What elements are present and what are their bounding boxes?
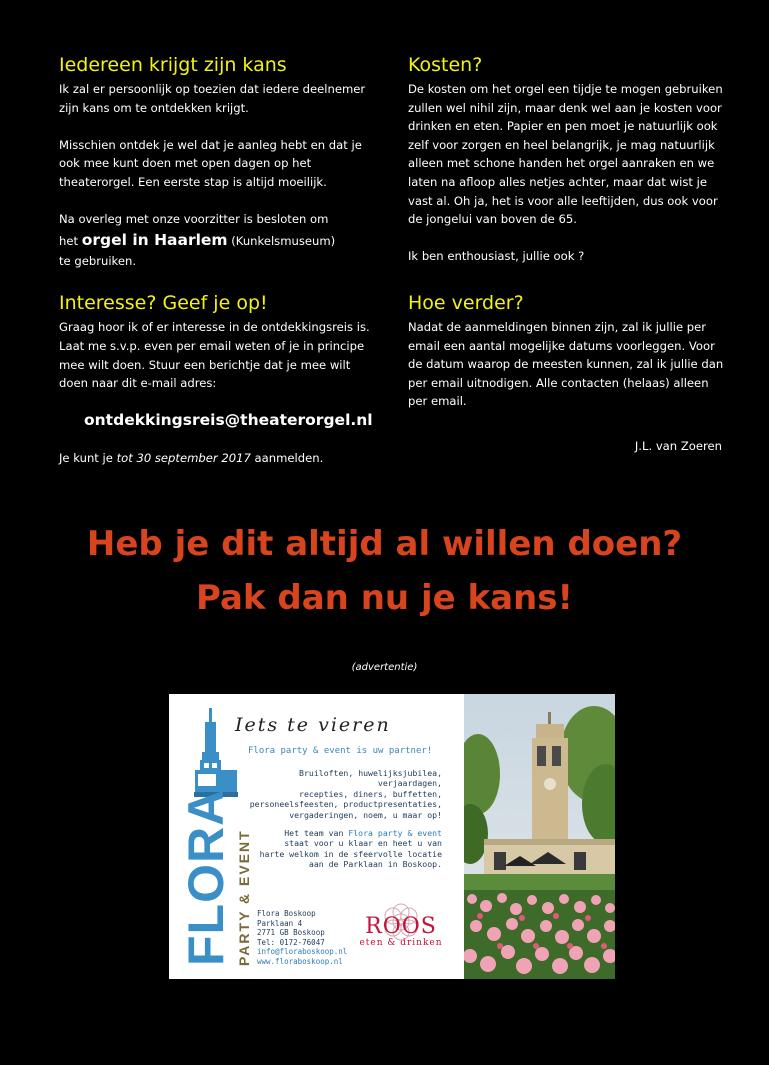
headline-line-2: Pak dan nu je kans! xyxy=(195,578,574,618)
paragraph: Nadat de aanmeldingen binnen zijn, zal ik jullie per email een aantal mogelijke datums voorleggen. Voor de datum waarop de meesten kunnen, zal ik jullie dan per email uitnodigen. Alle contacten (helaas) alleen per email. xyxy=(408,319,724,409)
headline-line-1: Heb je dit altijd al willen doen? xyxy=(86,524,683,564)
brand-name: Flora party & event xyxy=(348,828,442,839)
roos-logo xyxy=(355,916,447,948)
team-line: aan de Parklaan in Boskoop. xyxy=(308,859,442,870)
flora-advertisement[interactable] xyxy=(169,694,615,979)
ad-caption: (advertentie) xyxy=(351,662,418,673)
contact-street: Parklaan 4 xyxy=(257,918,303,928)
deadline-date: tot 30 september 2017 xyxy=(116,451,251,466)
paragraph: De kosten om het orgel een tijdje te mogen gebruiken zullen wel nihil zijn, maar denk wel aan je kosten voor drinken en eten. Papier en pen moet je natuurlijk ook zelf voor zorgen en heel belangrijk, je mag natuurlijk alleen met schone handen het orgel aanraken en we laten na afloop alles netjes achter, maar dat wist je vast al. Oh ja, het is voor alle leeftijden, dus ook voor de jongelui van boven de 65. xyxy=(408,82,723,227)
right-column xyxy=(408,52,726,456)
team-line: harte welkom in de sfeervolle locatie xyxy=(259,848,442,859)
heading-iedereen: Iedereen krijgt zijn kans xyxy=(59,54,287,76)
text: het xyxy=(59,233,79,248)
paragraph: Ik zal er persoonlijk op toezien dat iedere deelnemer zijn kans om te ontdekken krijgt. xyxy=(59,82,366,115)
left-column xyxy=(59,52,377,468)
museum-name: (Kunkelsmuseum) xyxy=(231,233,336,248)
ad-copy xyxy=(232,714,454,870)
contact-website[interactable]: www.floraboskoop.nl xyxy=(257,956,343,966)
team-line: staat voor u klaar en heet u van xyxy=(284,838,442,849)
flora-logo-text: FLORA xyxy=(178,788,234,966)
ad-subtitle: Flora party & event is uw partner! xyxy=(248,746,433,756)
text: aanmelden. xyxy=(254,451,324,466)
contact-name: Flora Boskoop xyxy=(257,909,316,918)
ad-team xyxy=(232,828,454,870)
paragraph: Misschien ontdek je wel dat je aanleg hebt en dat je ook mee kunt doen met open dagen op het theaterorgel. Een eerste stap is altijd moeilijk. xyxy=(59,137,362,189)
ad-title: Iets te vieren xyxy=(235,714,391,736)
ad-services xyxy=(232,768,454,820)
contact-city: 2771 GB Boskoop xyxy=(257,928,325,938)
heading-interesse: Interesse? Geef je op! xyxy=(59,292,268,315)
text: Het team van xyxy=(284,828,344,839)
signature: J.L. van Zoeren xyxy=(634,438,722,453)
roos-name: ROOS xyxy=(365,914,437,939)
paragraph-haarlem xyxy=(59,210,377,270)
ad-contact xyxy=(257,909,347,967)
text-line: Na overleg met onze voorzitter is besloten om xyxy=(59,212,329,227)
service-line: Bruiloften, huwelijksjubilea, verjaardagen, xyxy=(299,768,442,789)
service-line: recepties, diners, buffetten, xyxy=(299,788,442,799)
text: Je kunt je xyxy=(59,451,113,466)
email-address[interactable]: ontdekkingsreis@theaterorgel.nl xyxy=(84,410,373,429)
party-event-logo-text: PARTY & EVENT xyxy=(236,829,252,966)
tower-photo xyxy=(464,694,615,979)
paragraph: Ik ben enthousiast, jullie ook ? xyxy=(408,249,585,264)
organ-location: orgel in Haarlem xyxy=(81,230,228,249)
roos-subtitle: eten & drinken xyxy=(359,938,443,948)
heading-kosten: Kosten? xyxy=(408,54,483,76)
service-line: vergaderingen, noem, u maar op! xyxy=(289,809,442,820)
service-line: personeelsfeesten, productpresentaties, xyxy=(249,799,442,810)
heading-hoe-verder: Hoe verder? xyxy=(408,291,524,314)
contact-email[interactable]: info@floraboskoop.nl xyxy=(257,947,348,957)
text-line: te gebruiken. xyxy=(59,253,137,268)
contact-phone: Tel: 0172-76047 xyxy=(257,937,325,947)
paragraph: Graag hoor ik of er interesse in de ontdekkingsreis is. Laat me s.v.p. even per email weten of je in principe mee wilt doen. Stuur een berichtje dat je mee wilt doen naar dit e-mail adres: xyxy=(59,320,370,391)
deadline-text xyxy=(59,449,377,468)
